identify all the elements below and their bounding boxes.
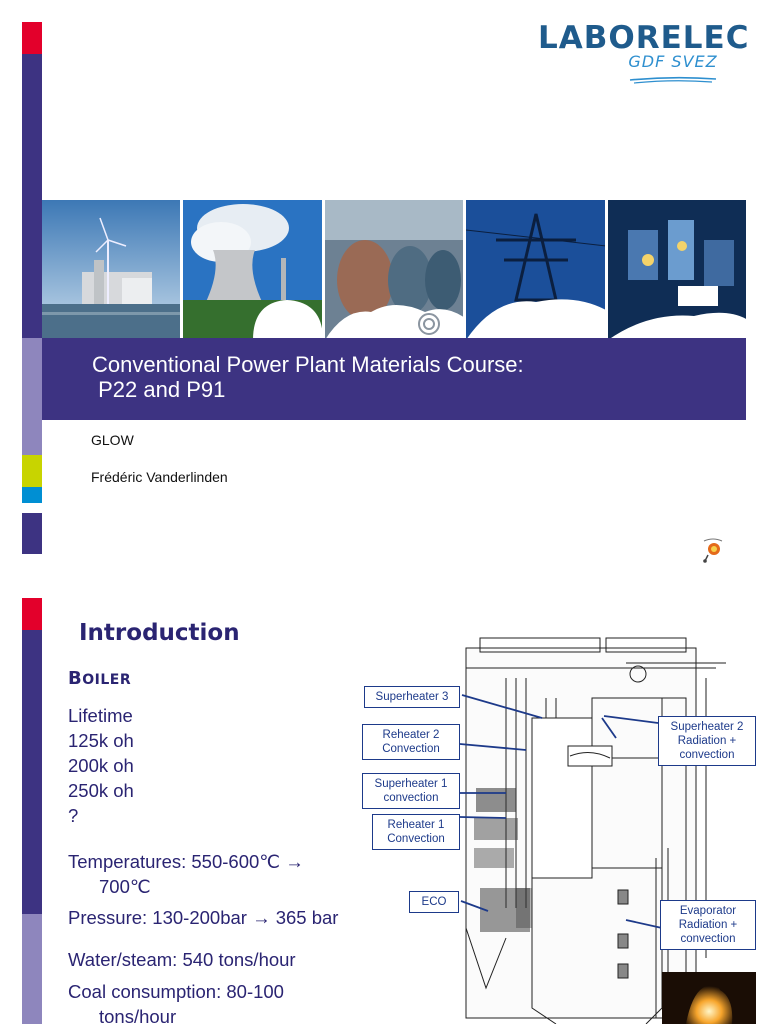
- section-heading-rest: OILER: [82, 672, 132, 688]
- photo-cooling-tower: [183, 200, 321, 340]
- callout-evaporator: Evaporator Radiation + convection: [660, 900, 756, 950]
- callout-superheater-2: Superheater 2 Radiation + convection: [658, 716, 756, 766]
- company-logo: [538, 20, 748, 89]
- bar-purple-bottom: [22, 513, 42, 554]
- water-steam-text: Water/steam: 540 tons/hour: [68, 949, 296, 970]
- callout-superheater-1: Superheater 1 convection: [362, 773, 460, 809]
- coal-consumption-text: [68, 979, 284, 1024]
- bar-cyan: [22, 487, 42, 503]
- callout-eco: ECO: [409, 891, 459, 913]
- bar-lavender: [22, 914, 42, 1024]
- list-item: ?: [68, 805, 79, 826]
- section-heading: [68, 668, 131, 689]
- photo-power-lines: [466, 200, 604, 340]
- photo-strip: [42, 200, 746, 340]
- coal-line2: tons/hour: [99, 1006, 177, 1024]
- temperatures-line2: 700℃: [99, 876, 151, 897]
- event-name: GLOW: [91, 432, 134, 448]
- logo-main-text: LABORELEC: [538, 20, 750, 56]
- section-heading-initial: B: [68, 668, 83, 689]
- list-item: 125k oh: [68, 730, 134, 751]
- photo-industrial-lights: [608, 200, 746, 340]
- bar-lime: [22, 455, 42, 487]
- bar-red: [22, 598, 42, 630]
- temperatures-line1: Temperatures: 550-600℃ →: [68, 851, 304, 872]
- list-item: Lifetime: [68, 705, 133, 726]
- slide-title: Introduction: [79, 620, 240, 646]
- photo-wind-power-plant: [42, 200, 180, 340]
- photo-turbine-hall: [325, 200, 463, 340]
- callout-reheater-1: Reheater 1 Convection: [372, 814, 460, 850]
- flame-photo: [662, 972, 756, 1024]
- intro-slide: [0, 588, 768, 1024]
- list-item: 250k oh: [68, 780, 134, 801]
- list-item: 200k oh: [68, 755, 134, 776]
- callout-reheater-2: Reheater 2 Convection: [362, 724, 460, 760]
- callout-superheater-3: Superheater 3: [364, 686, 460, 708]
- bar-purple: [22, 630, 42, 914]
- title-band: [42, 338, 746, 420]
- slide-gap: [0, 576, 768, 588]
- temperatures-text: [68, 849, 304, 899]
- bar-red: [22, 22, 42, 54]
- pressure-text: Pressure: 130-200bar → 365 bar: [68, 907, 339, 928]
- bar-purple: [22, 54, 42, 338]
- bar-lavender: [22, 338, 42, 455]
- coal-line1: Coal consumption: 80-100: [68, 981, 284, 1002]
- logo-swoosh-icon: [628, 76, 718, 84]
- logo-sub-text: GDF SVEZ: [628, 52, 718, 71]
- lifetime-list: [68, 703, 134, 828]
- author-name: Frédéric Vanderlinden: [91, 469, 228, 485]
- presentation-title: Conventional Power Plant Materials Course: P22 and P91: [92, 352, 524, 402]
- mascot-icon: [700, 535, 726, 563]
